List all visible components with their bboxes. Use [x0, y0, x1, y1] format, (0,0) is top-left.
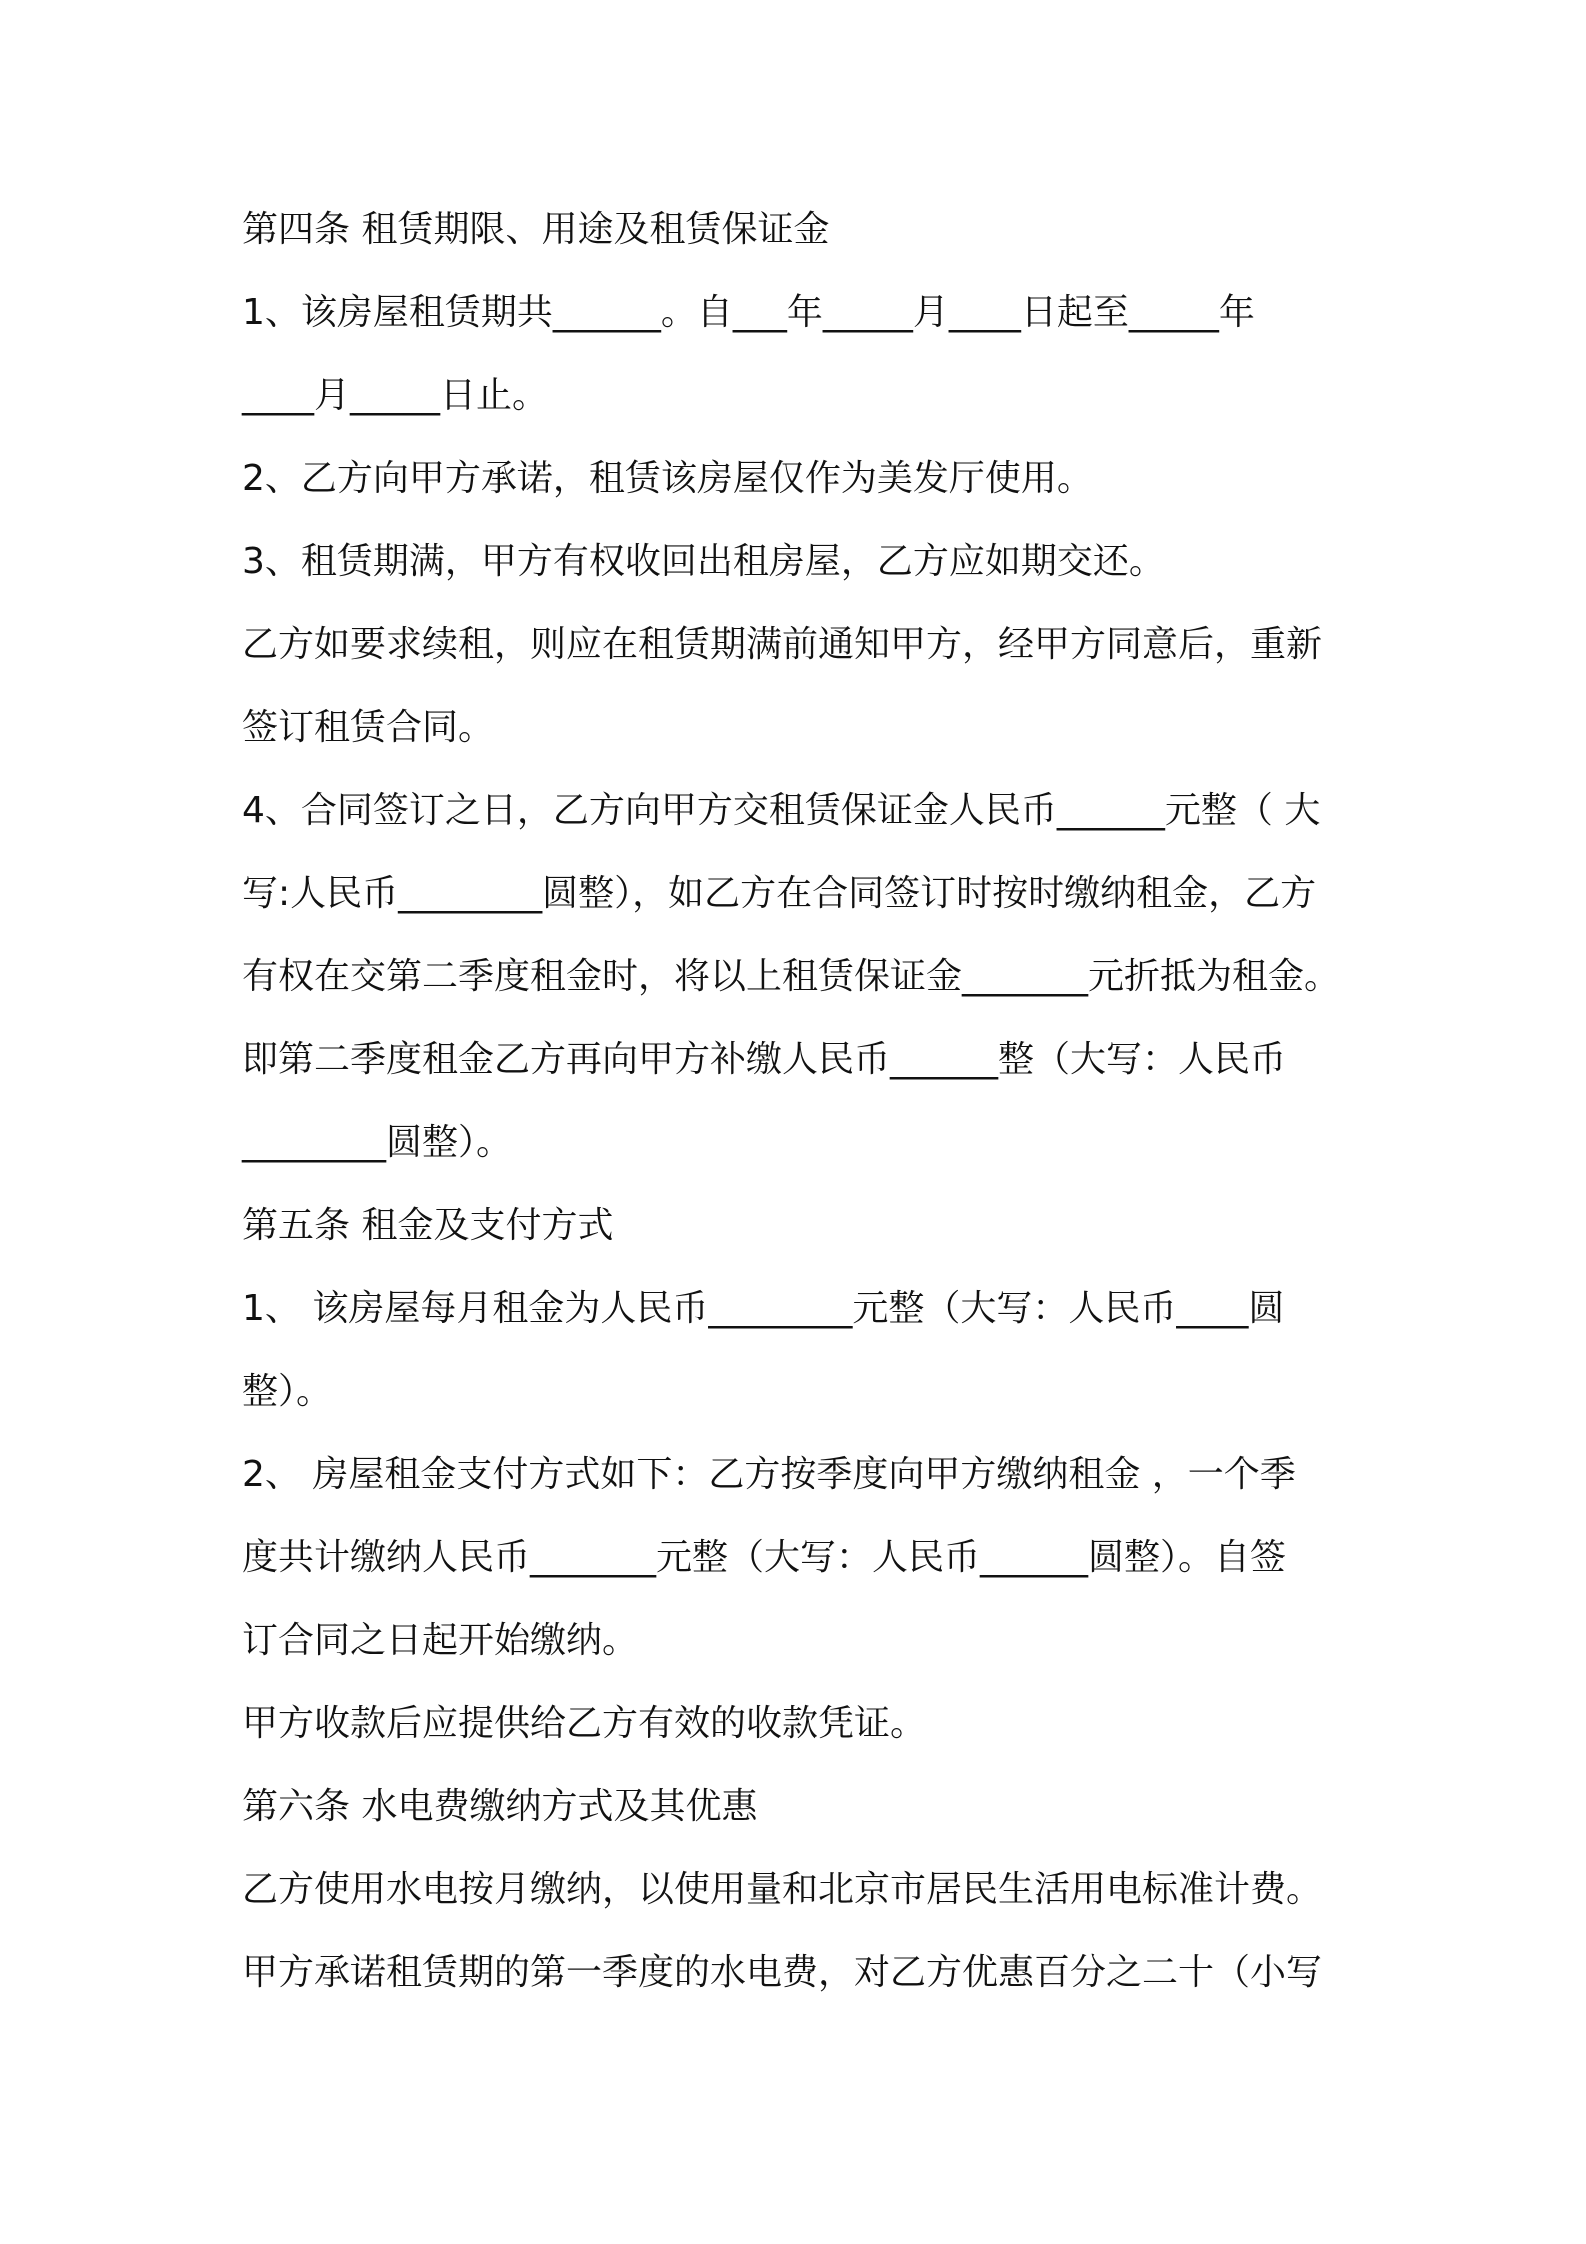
paragraph-line: 3、租赁期满，甲方有权收回出租房屋，乙方应如期交还。 — [242, 541, 1165, 582]
paragraph-line: 2、 房屋租金支付方式如下：乙方按季度向甲方缴纳租金 ，一个季 — [242, 1454, 1296, 1495]
paragraph-line: 乙方如要求续租，则应在租赁期满前通知甲方，经甲方同意后，重新 — [242, 624, 1323, 665]
section-heading-article-5: 第五条 租金及支付方式 — [242, 1205, 614, 1246]
paragraph-line: 签订租赁合同。 — [242, 707, 495, 748]
paragraph-line: 有权在交第二季度租金时，将以上租赁保证金_______元折抵为租金。 — [242, 956, 1341, 997]
paragraph-line: 1、 该房屋每月租金为人民币________元整（大写：人民币____圆 — [242, 1288, 1285, 1329]
paragraph-line: ________圆整）。 — [242, 1122, 513, 1163]
paragraph-line: 订合同之日起开始缴纳。 — [242, 1620, 639, 1661]
section-heading-article-4: 第四条 租赁期限、用途及租赁保证金 — [242, 209, 830, 250]
paragraph-line: 1、该房屋租赁期共______。自___年_____月____日起至_____年 — [242, 292, 1255, 333]
paragraph-line: 甲方收款后应提供给乙方有效的收款凭证。 — [242, 1703, 927, 1744]
paragraph-line: 度共计缴纳人民币_______元整（大写：人民币______圆整）。自签 — [242, 1537, 1287, 1578]
paragraph-line: ____月_____日止。 — [242, 375, 549, 416]
paragraph-line: 乙方使用水电按月缴纳，以使用量和北京市居民生活用电标准计费。 — [242, 1869, 1323, 1910]
paragraph-line: 2、乙方向甲方承诺，租赁该房屋仅作为美发厅使用。 — [242, 458, 1093, 499]
paragraph-line: 写:人民币________圆整），如乙方在合同签订时按时缴纳租金，乙方 — [242, 873, 1317, 914]
paragraph-line: 即第二季度租金乙方再向甲方补缴人民币______整（大写：人民币 — [242, 1039, 1287, 1080]
section-heading-article-6: 第六条 水电费缴纳方式及其优惠 — [242, 1786, 758, 1827]
paragraph-line: 甲方承诺租赁期的第一季度的水电费，对乙方优惠百分之二十（小写 — [242, 1952, 1323, 1993]
paragraph-line: 4、合同签订之日，乙方向甲方交租赁保证金人民币______元整（ 大 — [242, 790, 1321, 831]
paragraph-line: 整）。 — [242, 1371, 333, 1412]
